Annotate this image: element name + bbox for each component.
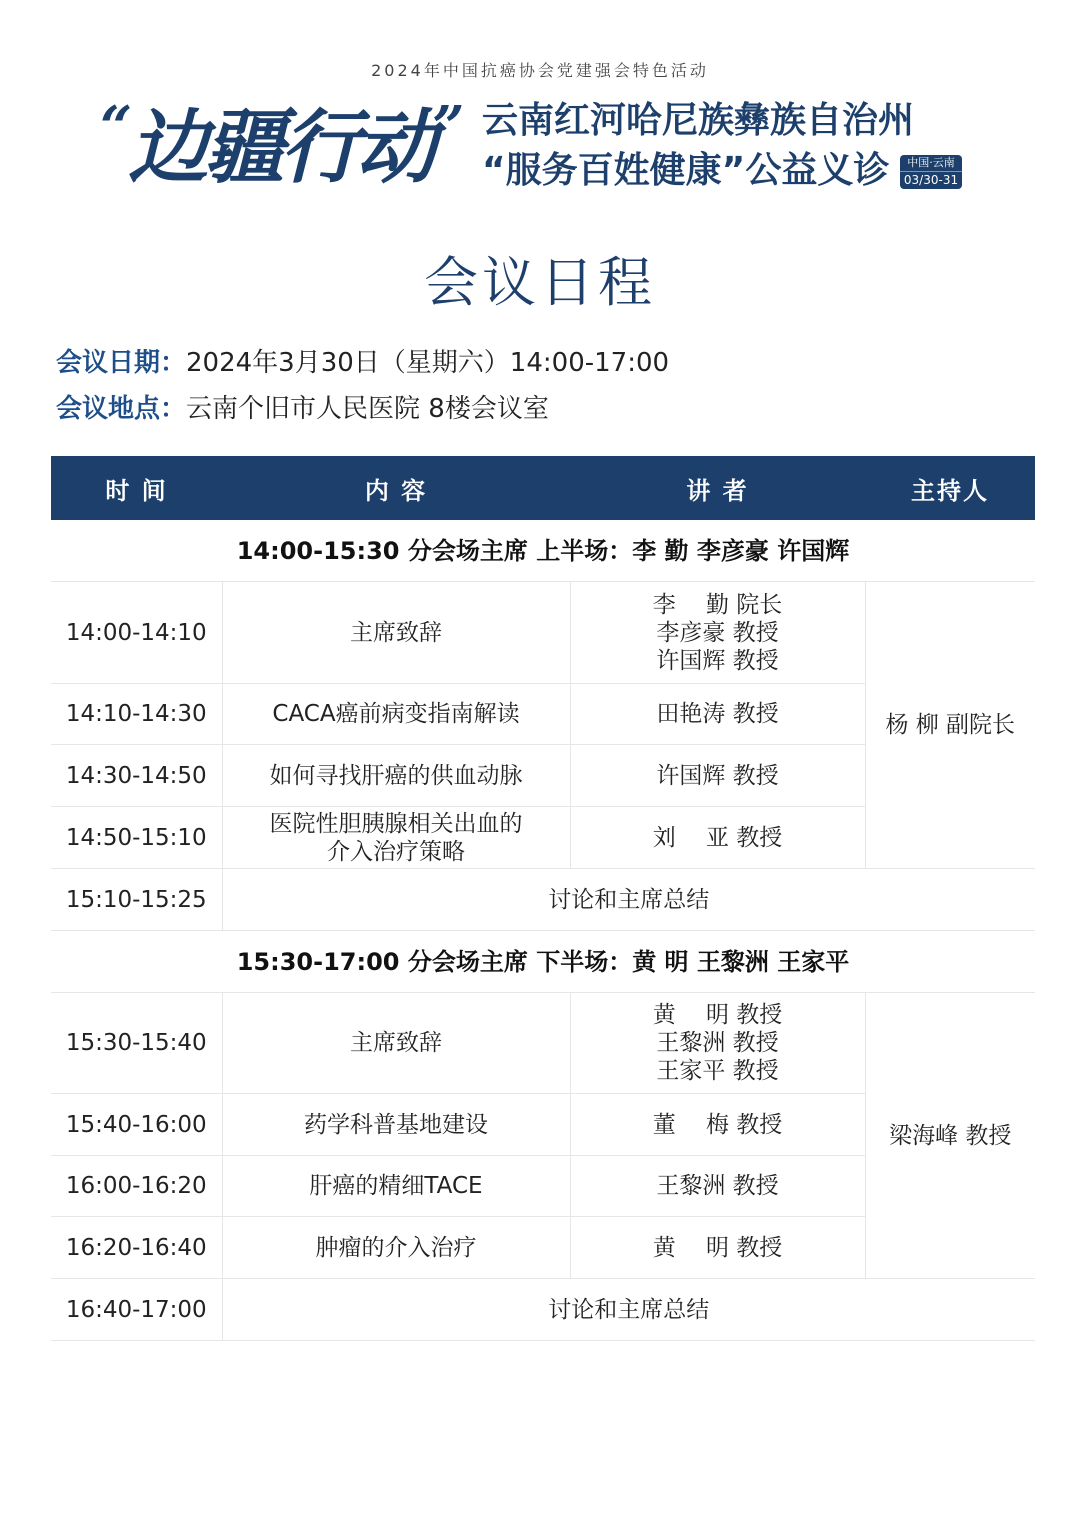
speaker: 李 勤 院长 — [652, 591, 783, 618]
header-content: 内 容 — [222, 456, 570, 520]
host-cell: 杨 柳 副院长 — [865, 582, 1035, 869]
row-content: 如何寻找肝癌的供血动脉 — [222, 745, 570, 807]
section-title-row — [51, 931, 1035, 993]
row-speakers: 刘 亚 教授 — [570, 807, 865, 869]
row-speakers — [570, 582, 865, 684]
row-speakers: 许国辉 教授 — [570, 745, 865, 807]
calligraphy-title: “边疆行动” — [100, 94, 461, 194]
row-content: 主席致辞 — [222, 582, 570, 684]
row-time: 16:40-17:00 — [51, 1279, 222, 1341]
table-row — [51, 1279, 1035, 1341]
banner-line-2: “服务百姓健康”公益义诊 — [482, 150, 890, 191]
section-1-title: 14:00-15:30 分会场主席 上半场：李 勤 李彦豪 许国辉 — [51, 520, 1035, 582]
header-time: 时 间 — [51, 456, 222, 520]
table-row — [51, 869, 1035, 931]
meeting-place — [56, 388, 549, 425]
row-speakers: 王黎洲 教授 — [570, 1156, 865, 1217]
row-content: 主席致辞 — [222, 993, 570, 1094]
date-value: 2024年3月30日（星期六）14:00-17:00 — [186, 348, 670, 378]
row-time: 16:00-16:20 — [51, 1156, 222, 1217]
host-cell: 梁海峰 教授 — [865, 993, 1035, 1279]
speaker: 李彦豪 教授 — [656, 619, 779, 646]
row-content: 讨论和主席总结 — [222, 869, 1035, 931]
banner-line-1: 云南红河哈尼族彝族自治州 — [482, 100, 915, 141]
row-speakers: 董 梅 教授 — [570, 1094, 865, 1156]
row-content: 肿瘤的介入治疗 — [222, 1217, 570, 1279]
row-time: 15:40-16:00 — [51, 1094, 222, 1156]
row-time: 14:00-14:10 — [51, 582, 222, 684]
badge-location: 中国·云南 — [900, 155, 962, 172]
table-header — [51, 456, 1035, 520]
place-value: 云南个旧市人民医院 8楼会议室 — [186, 394, 549, 424]
row-content: 药学科普基地建设 — [222, 1094, 570, 1156]
content-line: 医院性胆胰腺相关出血的 — [269, 810, 523, 837]
date-label: 会议日期： — [56, 348, 187, 378]
row-time: 15:30-15:40 — [51, 993, 222, 1094]
row-time: 15:10-15:25 — [51, 869, 222, 931]
event-subtitle: 2024年中国抗癌协会党建强会特色活动 — [371, 61, 709, 80]
table-row — [51, 993, 1035, 1094]
row-speakers: 田艳涛 教授 — [570, 684, 865, 745]
row-content: CACA癌前病变指南解读 — [222, 684, 570, 745]
header-host: 主持人 — [865, 456, 1035, 520]
row-speakers — [570, 993, 865, 1094]
row-time: 16:20-16:40 — [51, 1217, 222, 1279]
speaker: 黄 明 教授 — [652, 1002, 783, 1028]
row-content: 肝癌的精细TACE — [222, 1156, 570, 1217]
row-time: 14:10-14:30 — [51, 684, 222, 745]
section-title-row — [51, 520, 1035, 582]
row-content: 讨论和主席总结 — [222, 1279, 1035, 1341]
speaker: 许国辉 教授 — [656, 647, 779, 674]
row-time: 14:30-14:50 — [51, 745, 222, 807]
event-banner — [100, 92, 980, 202]
speaker: 王家平 教授 — [656, 1058, 779, 1084]
table-row — [51, 582, 1035, 684]
header-speaker: 讲 者 — [570, 456, 865, 520]
speaker: 王黎洲 教授 — [656, 1030, 779, 1056]
section-2-title: 15:30-17:00 分会场主席 下半场：黄 明 王黎洲 王家平 — [51, 931, 1035, 993]
row-speakers: 黄 明 教授 — [570, 1217, 865, 1279]
place-label: 会议地点： — [56, 394, 187, 424]
schedule-table — [51, 456, 1035, 1341]
date-badge — [900, 155, 962, 189]
page-title: 会议日程 — [424, 251, 656, 314]
badge-dates: 03/30-31 — [903, 173, 959, 187]
row-content — [222, 807, 570, 869]
meeting-date — [56, 342, 669, 379]
row-time: 14:50-15:10 — [51, 807, 222, 869]
content-line: 介入治疗策略 — [327, 838, 465, 865]
